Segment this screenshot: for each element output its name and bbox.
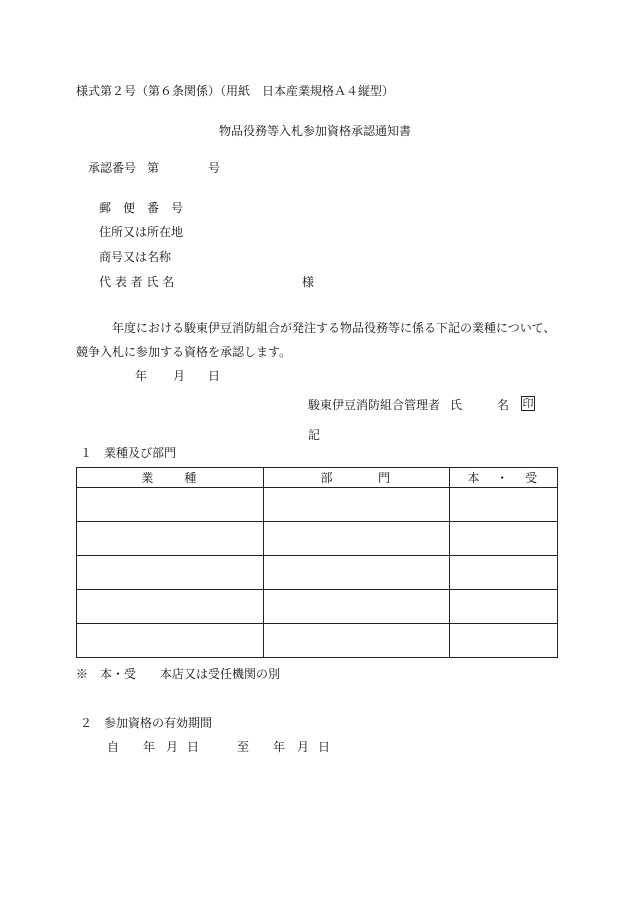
body-line-2: 競争入札に参加する資格を承認します。 [76,345,292,359]
period-from-day: 日 [187,740,200,754]
seal-box [517,396,535,411]
approval-number-label: 承認番号 [88,161,137,175]
table-cell-division[interactable] [264,624,450,658]
table-cell-branch[interactable] [450,624,558,658]
date-year: 年 [135,369,148,383]
period-to-month: 月 [297,740,310,754]
table-row [77,556,558,590]
industry-table [76,467,558,658]
table-cell-branch[interactable] [450,556,558,590]
table-cell-branch[interactable] [450,590,558,624]
seal-stamp: 印 [522,397,534,410]
table-cell-industry[interactable] [77,488,264,522]
period-to-label: 至 [237,740,250,754]
table-cell-division[interactable] [264,488,450,522]
table-cell-branch[interactable] [450,522,558,556]
page-title: 物品役務等入札参加資格承認通知書 [219,124,412,138]
form-label: 様式第２号（第６条関係）（用紙 日本産業規格Ａ４縦型） [76,84,395,98]
column-header-branch: 本 ・ 受 [450,468,558,488]
section-1-heading: １ 業種及び部門 [80,446,177,460]
table-cell-division[interactable] [264,556,450,590]
table-row [77,624,558,658]
address-label: 住所又は所在地 [99,225,184,239]
table-row [77,488,558,522]
body-line-1: 年度における駿東伊豆消防組合が発注する物品役務等に係る下記の業種について、 [112,321,556,335]
column-header-industry: 業 種 [77,468,264,488]
table-footnote: ※ 本・受 本店又は受任機関の別 [76,667,281,681]
date-month: 月 [173,369,186,383]
table-cell-industry[interactable] [77,556,264,590]
table-cell-industry[interactable] [77,590,264,624]
period-to-year: 年 [273,740,286,754]
table-cell-division[interactable] [264,522,450,556]
period-to-day: 日 [318,740,331,754]
representative-label: 代 表 者 氏 名 [99,275,175,289]
issuer-name-label: 氏 [450,398,463,412]
table-cell-branch[interactable] [450,488,558,522]
section-2-heading: ２ 参加資格の有効期間 [80,716,213,730]
trade-name-label: 商号又は名称 [99,250,172,264]
period-from-year: 年 [143,740,156,754]
issuer-name-label-2: 名 [497,398,510,412]
table-cell-industry[interactable] [77,624,264,658]
date-day: 日 [208,369,221,383]
approval-number-prefix: 第 [147,161,160,175]
table-row [77,522,558,556]
period-from-month: 月 [166,740,179,754]
issuer-title: 駿東伊豆消防組合管理者 [308,398,441,412]
ki-heading: 記 [308,428,321,442]
postal-code-label: 郵 便 番 号 [99,201,184,215]
table-cell-division[interactable] [264,590,450,624]
honorific: 様 [302,275,315,289]
table-cell-industry[interactable] [77,522,264,556]
period-from-label: 自 [107,740,120,754]
column-header-division: 部 門 [264,468,450,488]
approval-number-suffix: 号 [208,161,221,175]
table-header-row [77,468,558,488]
table-row [77,590,558,624]
